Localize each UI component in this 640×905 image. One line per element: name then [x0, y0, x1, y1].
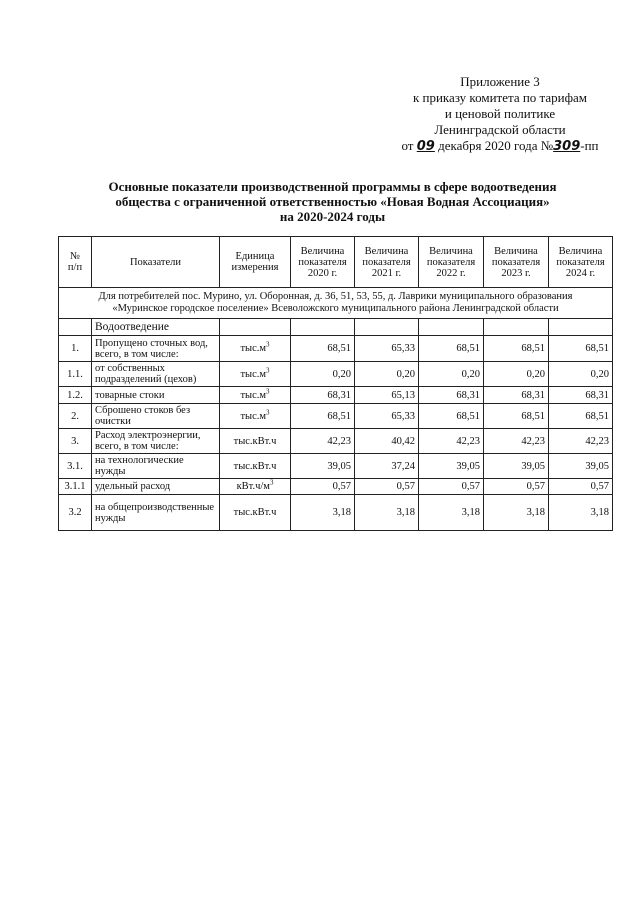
- consumer-row: [59, 288, 613, 319]
- header-indicators: Показатели: [92, 237, 220, 288]
- row-number: 3.: [59, 429, 92, 454]
- row-value: 42,23: [419, 429, 484, 454]
- row-unit: [220, 336, 291, 362]
- section-row: [59, 319, 613, 336]
- row-indicator-name: от собственных подразделений (цехов): [92, 362, 220, 387]
- unit-text: тыс.кВт.ч: [233, 435, 277, 447]
- row-value: 3,18: [355, 495, 419, 531]
- row-value: 68,51: [291, 336, 355, 362]
- unit-superscript: 3: [266, 366, 270, 374]
- row-unit: [220, 454, 291, 479]
- row-value: 3,18: [484, 495, 549, 531]
- row-number: 3.1.1: [59, 479, 92, 495]
- row-value: 0,57: [549, 479, 613, 495]
- row-value: 0,20: [549, 362, 613, 387]
- row-number: 1.1.: [59, 362, 92, 387]
- row-number: 1.: [59, 336, 92, 362]
- row-value: 0,20: [419, 362, 484, 387]
- row-unit: [220, 479, 291, 495]
- header-year-2021: Величина показателя 2021 г.: [355, 237, 419, 288]
- order-number-handwritten: 309: [553, 139, 581, 154]
- row-value: 39,05: [549, 454, 613, 479]
- row-value: 0,20: [355, 362, 419, 387]
- date-prefix: от: [401, 138, 414, 153]
- row-value: 42,23: [484, 429, 549, 454]
- row-number: 1.2.: [59, 387, 92, 404]
- row-value: 68,51: [419, 404, 484, 429]
- row-value: 0,57: [355, 479, 419, 495]
- appendix-block: [395, 74, 605, 155]
- row-value: 40,42: [355, 429, 419, 454]
- row-value: 0,57: [419, 479, 484, 495]
- data-rows: [59, 336, 613, 531]
- indicators-table: [58, 236, 613, 531]
- unit-text: тыс.кВт.ч: [233, 460, 277, 472]
- row-indicator-name: товарные стоки: [92, 387, 220, 404]
- row-indicator-name: удельный расход: [92, 479, 220, 495]
- row-unit: [220, 387, 291, 404]
- row-indicator-name: Пропущено сточных вод, всего, в том числе:: [92, 336, 220, 362]
- section-empty-cell: [419, 319, 484, 336]
- header-year-2023: Величина показателя 2023 г.: [484, 237, 549, 288]
- row-unit: [220, 362, 291, 387]
- row-value: 0,57: [291, 479, 355, 495]
- unit-text: тыс.м: [240, 410, 267, 422]
- row-number: 3.2: [59, 495, 92, 531]
- section-empty-cell: [549, 319, 613, 336]
- header-unit: Единица измерения: [220, 237, 291, 288]
- row-value: 65,13: [355, 387, 419, 404]
- row-value: 37,24: [355, 454, 419, 479]
- header-row: [59, 237, 613, 288]
- row-value: 3,18: [291, 495, 355, 531]
- section-empty-cell: [291, 319, 355, 336]
- consumer-description: Для потребителей пос. Мурино, ул. Оборонная, д. 36, 51, 53, 55, д. Лаврики муниципального образования «Муринское городское поселение» Всеволожского муниципального района Ленинградской области: [59, 288, 613, 319]
- row-value: 0,20: [291, 362, 355, 387]
- table-row: [59, 387, 613, 404]
- table-row: [59, 362, 613, 387]
- section-empty-cell: [59, 319, 92, 336]
- section-label: Водоотведение: [92, 319, 220, 336]
- row-value: 68,31: [419, 387, 484, 404]
- row-value: 42,23: [291, 429, 355, 454]
- document-title: [60, 179, 605, 224]
- header-year-2022: Величина показателя 2022 г.: [419, 237, 484, 288]
- row-value: 68,51: [484, 404, 549, 429]
- row-value: 65,33: [355, 336, 419, 362]
- unit-superscript: 3: [266, 408, 270, 416]
- row-value: 3,18: [419, 495, 484, 531]
- unit-superscript: 3: [266, 387, 270, 395]
- section-empty-cell: [355, 319, 419, 336]
- row-value: 68,51: [549, 404, 613, 429]
- section-empty-cell: [220, 319, 291, 336]
- appendix-line: и ценовой политике: [444, 106, 556, 121]
- row-value: 3,18: [549, 495, 613, 531]
- row-value: 68,51: [484, 336, 549, 362]
- table-row: [59, 404, 613, 429]
- unit-text: тыс.м: [240, 368, 267, 380]
- date-rest: декабря 2020 года №: [438, 138, 554, 153]
- table-row: [59, 429, 613, 454]
- row-value: 68,51: [419, 336, 484, 362]
- row-value: 68,31: [484, 387, 549, 404]
- row-value: 0,57: [484, 479, 549, 495]
- row-value: 68,51: [291, 404, 355, 429]
- row-value: 39,05: [291, 454, 355, 479]
- unit-text: тыс.м: [240, 389, 267, 401]
- row-indicator-name: Расход электроэнергии, всего, в том числе:: [92, 429, 220, 454]
- row-unit: [220, 404, 291, 429]
- appendix-date-line: [395, 138, 605, 155]
- unit-superscript: 3: [269, 478, 274, 487]
- header-year-2024: Величина показателя 2024 г.: [549, 237, 613, 288]
- header-num: № п/п: [59, 237, 92, 288]
- order-number-suffix: -пп: [580, 138, 599, 153]
- table-row: [59, 479, 613, 495]
- header-year-2020: Величина показателя 2020 г.: [291, 237, 355, 288]
- row-value: 0,20: [484, 362, 549, 387]
- row-indicator-name: на технологические нужды: [92, 454, 220, 479]
- unit-superscript: 3: [266, 340, 270, 349]
- table-row: [59, 454, 613, 479]
- row-number: 3.1.: [59, 454, 92, 479]
- row-value: 68,31: [549, 387, 613, 404]
- title-line: Основные показатели производственной программы в сфере водоотведения: [108, 179, 557, 194]
- title-line: на 2020-2024 годы: [279, 209, 386, 224]
- row-unit: [220, 429, 291, 454]
- date-day-handwritten: 09: [416, 139, 435, 154]
- section-empty-cell: [484, 319, 549, 336]
- row-indicator-name: на общепроизводственные нужды: [92, 495, 220, 531]
- row-value: 39,05: [484, 454, 549, 479]
- title-line: общества с ограниченной ответственностью «Новая Водная Ассоциация»: [115, 194, 550, 209]
- appendix-line: к приказу комитета по тарифам: [412, 90, 588, 105]
- row-value: 39,05: [419, 454, 484, 479]
- table-row: [59, 336, 613, 362]
- unit-text: кВт.ч/м: [236, 481, 270, 492]
- table-row: [59, 495, 613, 531]
- appendix-line: Ленинградской области: [434, 122, 566, 137]
- row-number: 2.: [59, 404, 92, 429]
- row-value: 65,33: [355, 404, 419, 429]
- appendix-line: Приложение 3: [460, 74, 540, 89]
- row-unit: [220, 495, 291, 531]
- unit-text: тыс.кВт.ч: [233, 507, 277, 518]
- unit-text: тыс.м: [240, 343, 267, 354]
- row-value: 68,51: [549, 336, 613, 362]
- row-value: 68,31: [291, 387, 355, 404]
- row-indicator-name: Сброшено стоков без очистки: [92, 404, 220, 429]
- row-value: 42,23: [549, 429, 613, 454]
